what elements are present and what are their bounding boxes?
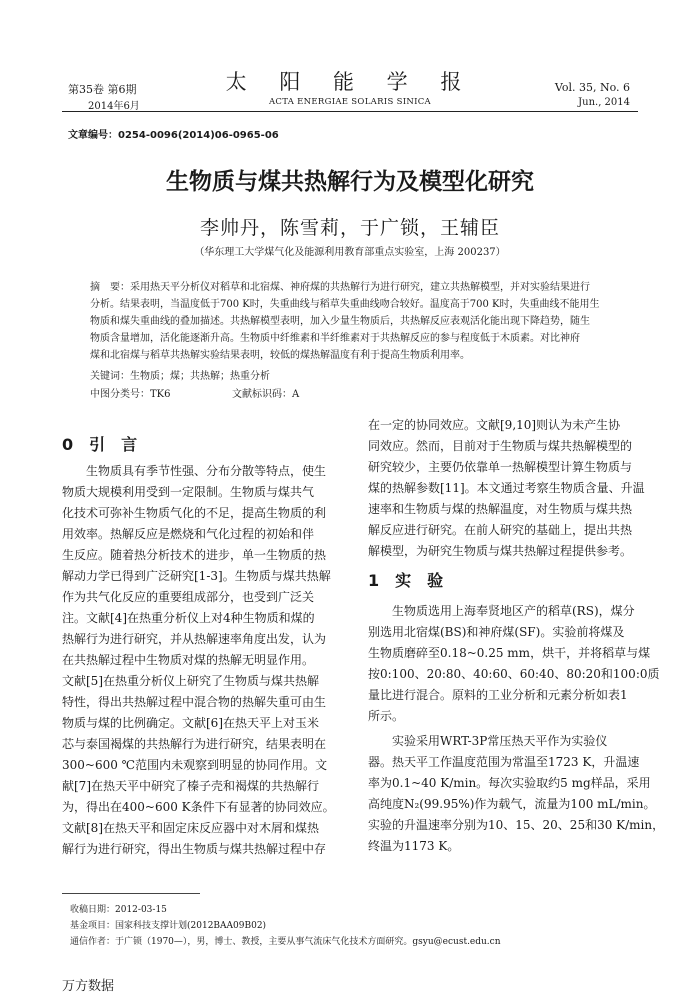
paragraph-line: 在共热解过程中生物质对煤的热解无明显作用。	[62, 653, 315, 667]
paragraph-line: 率为0.1~40 K/min。每次实验取约5 mg样品，采用	[368, 776, 651, 790]
section-heading-experiment: 1 实 验	[368, 571, 444, 590]
paragraph-line: 实验的升温速率分别为10、15、20、25和30 K/min，	[368, 818, 665, 832]
paragraph-line: 煤的热解参数[11]。本文通过考察生物质含量、升温	[368, 481, 645, 495]
footnote-received-date: 收稿日期：2012-03-15	[70, 905, 167, 915]
paragraph-line: 生物质选用上海奉贤地区产的稻草(RS)，煤分	[368, 604, 635, 618]
paragraph-line: 为，得出在400~600 K条件下有显著的协同效应。	[62, 800, 335, 814]
header-date-cn: 2014年6月	[88, 101, 140, 112]
paragraph-line: 高纯度N₂(99.95%)作为载气，流量为100 mL/min。	[368, 797, 656, 811]
paragraph-line: 作为共气化反应的重要组成部分，也受到广泛关	[62, 590, 315, 604]
paragraph-line: 300~600 ℃范围内未观察到明显的协同作用。文	[62, 758, 328, 772]
paragraph-line: 芯与泰国褐煤的共热解行为进行研究，结果表明在	[62, 737, 327, 751]
paragraph-line: 研究较少，主要仍依靠单一热解模型计算生物质与	[368, 460, 633, 474]
paragraph-line: 终温为1173 K。	[368, 839, 460, 853]
paragraph-line: 别选用北宿煤(BS)和神府煤(SF)。实验前将煤及	[368, 625, 625, 639]
document-code: 文献标识码：A	[232, 389, 300, 400]
paragraph-line: 文献[5]在热重分析仪上研究了生物质与煤共热解	[62, 674, 319, 688]
paragraph-line: 生反应。随着热分析技术的进步，单一生物质的热	[62, 548, 327, 562]
paper-title: 生物质与煤共热解行为及模型化研究	[166, 169, 534, 195]
paragraph-line: 器。热天平工作温度范围为常温至1723 K，升温速	[368, 755, 640, 769]
paragraph-line: 化技术可弥补生物质气化的不足，提高生物质的利	[62, 506, 327, 520]
footnote-corresponding-author: 通信作者：于广锁（1970—），男，博士、教授，主要从事气流床气化技术方面研究。gsyu@ecust.edu.cn	[70, 937, 501, 947]
paper-affiliation: （华东理工大学煤气化及能源利用教育部重点实验室，上海 200237）	[194, 247, 506, 258]
paragraph-line: 解反应进行研究。在前人研究的基础上，提出共热	[368, 523, 633, 537]
paragraph-line: 同效应。然而，目前对于生物质与煤共热解模型的	[368, 439, 633, 453]
paragraph-line: 解模型，为研究生物质与煤共热解过程提供参考。	[368, 544, 633, 558]
header-volume-issue-cn: 第35卷 第6期	[68, 83, 137, 96]
paragraph-line: 注。文献[4]在热重分析仪上对4种生物质和煤的	[62, 611, 315, 625]
paragraph-line: 解行为进行研究，得出生物质与煤共热解过程中存	[62, 842, 327, 856]
abstract-line: 煤和北宿煤与稻草共热解实验结果表明，较低的煤热解温度有利于提高生物质利用率。	[90, 350, 470, 361]
article-number: 文章编号：0254-0096(2014)06-0965-06	[68, 130, 279, 141]
abstract-line: 物质含量增加，活化能逐渐升高。生物质中纤维素和半纤维素对于共热解反应的参与程度低于木质素。对比神府	[90, 333, 580, 344]
paragraph-line: 献[7]在热天平中研究了榛子壳和褐煤的共热解行	[62, 779, 319, 793]
keywords: 关键词：生物质；煤；共热解；热重分析	[90, 371, 270, 382]
paragraph-line: 按0:100、20:80、40:60、60:40、80:20和100:0质	[368, 667, 660, 681]
abstract-line: 分析。结果表明，当温度低于700 K时，失重曲线与稻草失重曲线吻合较好。温度高于700 K时，失重曲线不能用生	[90, 299, 600, 310]
journal-title-cn: 太 阳 能 学 报	[225, 70, 475, 94]
section-heading-introduction: 0 引 言	[62, 435, 138, 454]
paragraph-line: 速率和生物质与煤的热解温度，对生物质与煤共热	[368, 502, 633, 516]
footnote-fund: 基金项目：国家科技支撑计划(2012BAA09B02)	[70, 921, 267, 931]
header-rule	[62, 111, 638, 112]
header-date-en: Jun., 2014	[578, 97, 630, 108]
abstract-line: 摘 要：采用热天平分析仪对稻草和北宿煤、神府煤的共热解行为进行研究，建立共热解模型，并对实验结果进行	[90, 282, 590, 293]
paragraph-line: 文献[8]在热天平和固定床反应器中对木屑和煤热	[62, 821, 319, 835]
paragraph-line: 在一定的协同效应。文献[9,10]则认为未产生协	[368, 418, 621, 432]
paragraph-line: 热解行为进行研究，并从热解速率角度出发，认为	[62, 632, 327, 646]
abstract-line: 物质和煤失重曲线的叠加描述。共热解模型表明，加入少量生物质后，共热解反应表观活化能出现下降趋势，随生	[90, 316, 590, 327]
clc-number: 中图分类号：TK6	[90, 389, 171, 400]
paragraph-line: 物质与煤的比例确定。文献[6]在热天平上对玉米	[62, 716, 319, 730]
watermark-text: 万方数据	[62, 979, 115, 994]
paragraph-line: 解动力学已得到广泛研究[1-3]。生物质与煤共热解	[62, 569, 331, 583]
paragraph-line: 生物质具有季节性强、分布分散等特点，使生	[62, 464, 327, 478]
paper-authors: 李帅丹，陈雪莉，于广锁，王辅臣	[199, 217, 500, 239]
paragraph-line: 物质大规模利用受到一定限制。生物质与煤共气	[62, 485, 315, 499]
paragraph-line: 特性，得出共热解过程中混合物的热解失重可由生	[62, 695, 327, 709]
paragraph-line: 生物质磨碎至0.18~0.25 mm，烘干，并将稻草与煤	[368, 646, 651, 660]
paragraph-line: 实验采用WRT-3P常压热天平作为实验仪	[368, 734, 608, 748]
footnote-rule	[62, 893, 200, 894]
paragraph-line: 用效率。热解反应是燃烧和气化过程的初始和伴	[62, 527, 315, 541]
paragraph-line: 量比进行混合。原料的工业分析和元素分析如表1	[368, 688, 628, 702]
paragraph-line: 所示。	[368, 709, 405, 723]
header-volume-issue-en: Vol. 35, No. 6	[554, 81, 630, 94]
journal-title-en: ACTA ENERGIAE SOLARIS SINICA	[268, 97, 431, 107]
